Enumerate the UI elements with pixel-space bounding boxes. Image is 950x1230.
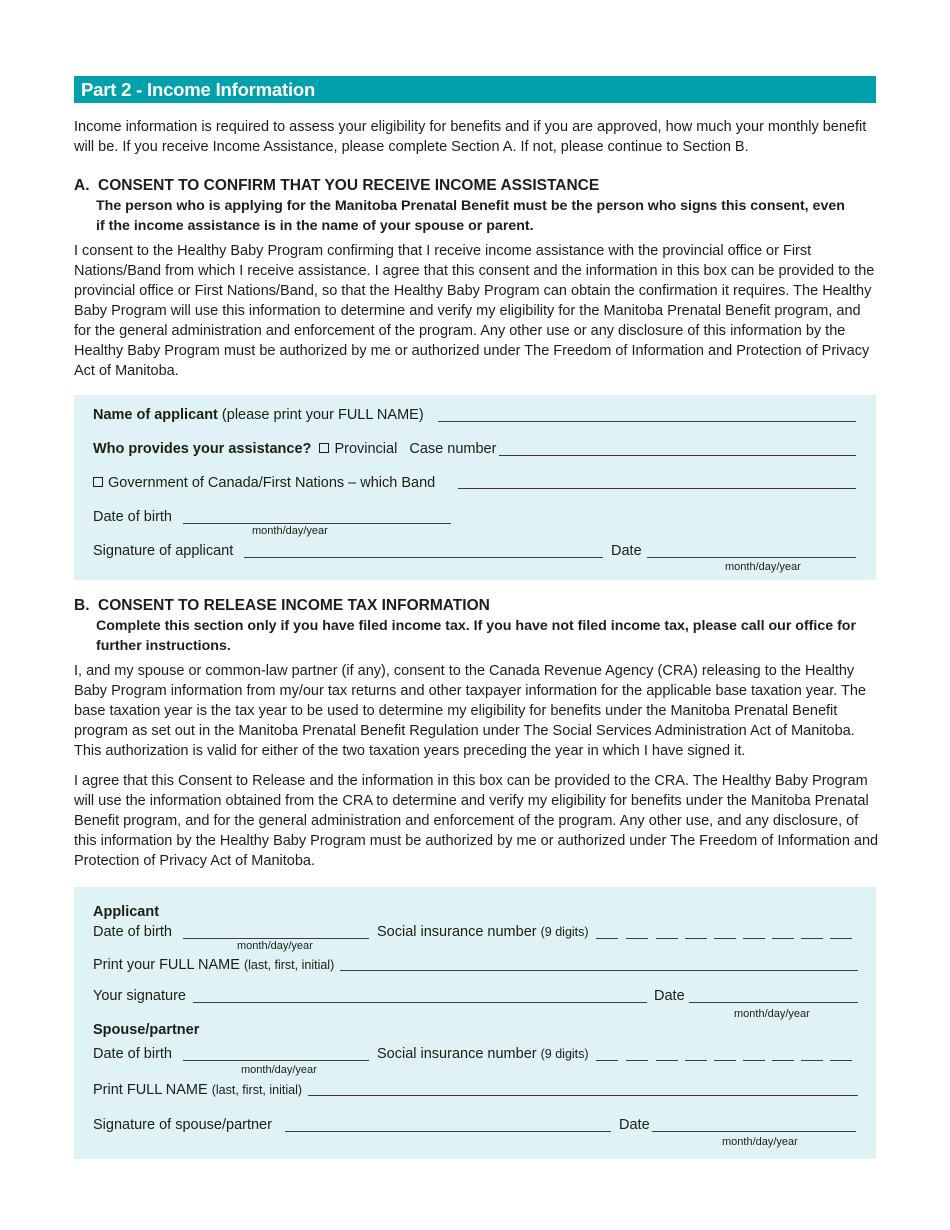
section-b-letter: B. xyxy=(74,597,90,614)
section-a-body: I consent to the Healthy Baby Program confirming that I receive income assistance with the provincial office or First Nations/Band from which I receive assistance. I agree that this consent and the information in this box can be provided to the provincial office or First Nations/Band, so that the Healthy Baby Program can obtain the confirmation it requires. The Healthy Baby Program will use this information to determine and verify my eligibility for the Manitoba Prenatal Benefit program, and for the general administration and enforcement of the program. Any other use or any disclosure of this information by the Healthy Baby Program must be authorized by me or authorized under The Freedom of Information and Protection of Privacy Act of Manitoba. xyxy=(74,243,875,379)
signature-label: Signature of applicant xyxy=(93,543,234,559)
dob-input[interactable] xyxy=(183,523,451,524)
spouse-sin-label: Social insurance number xyxy=(377,1046,537,1062)
applicant-dob-input[interactable] xyxy=(183,938,369,939)
spouse-dob-label: Date of birth xyxy=(93,1046,172,1062)
intro-paragraph: Income information is required to assess your eligibility for benefits and if you are approved, how much your monthly benefit will be. If you receive Income Assistance, please complete Section A. If not, please continue to Section B. xyxy=(74,119,867,155)
assistance-label: Who provides your assistance? xyxy=(93,441,312,457)
government-label: Government of Canada/First Nations – which Band xyxy=(108,475,436,491)
applicant-date-input[interactable] xyxy=(689,1002,858,1003)
applicant-dob-label: Date of birth xyxy=(93,924,172,940)
date-input[interactable] xyxy=(647,557,856,558)
applicant-date-hint: month/day/year xyxy=(734,1008,810,1020)
spouse-sin-digit[interactable] xyxy=(714,1060,736,1061)
spouse-date-label: Date xyxy=(619,1117,650,1133)
applicant-name-input[interactable] xyxy=(438,421,856,422)
spouse-sin-digit[interactable] xyxy=(656,1060,678,1061)
spouse-sin-digit[interactable] xyxy=(685,1060,707,1061)
spouse-date-hint: month/day/year xyxy=(722,1136,798,1148)
applicant-signature-input[interactable] xyxy=(193,1002,647,1003)
provincial-label: Provincial xyxy=(334,441,398,457)
government-checkbox[interactable] xyxy=(93,477,103,487)
applicant-name-label-row xyxy=(93,957,334,973)
spouse-sin-digit[interactable] xyxy=(772,1060,794,1061)
applicant-sin-digit[interactable] xyxy=(830,938,852,939)
spouse-sin-digit[interactable] xyxy=(801,1060,823,1061)
spouse-sin-digit[interactable] xyxy=(596,1060,618,1061)
applicant-fullname-hint: (last, first, initial) xyxy=(243,958,335,972)
spouse-fullname-input[interactable] xyxy=(308,1095,858,1096)
applicant-sin-digit[interactable] xyxy=(772,938,794,939)
spouse-sin-digit[interactable] xyxy=(830,1060,852,1061)
applicant-dob-hint: month/day/year xyxy=(237,940,313,952)
dob-hint: month/day/year xyxy=(252,525,328,537)
applicant-name-label xyxy=(93,407,424,423)
spouse-dob-hint: month/day/year xyxy=(241,1064,317,1076)
applicant-sin-hint: (9 digits) xyxy=(540,925,589,939)
applicant-name-label-bold: Name of applicant xyxy=(93,407,218,423)
spouse-date-input[interactable] xyxy=(652,1131,856,1132)
applicant-sin-digit[interactable] xyxy=(743,938,765,939)
provincial-checkbox[interactable] xyxy=(319,443,329,453)
applicant-sin-digit[interactable] xyxy=(801,938,823,939)
section-a-heading xyxy=(74,176,599,196)
applicant-name-label-rest: (please print your FULL NAME) xyxy=(221,407,424,423)
applicant-sin-digit[interactable] xyxy=(685,938,707,939)
section-b-form-box xyxy=(74,887,876,1159)
applicant-sin-label: Social insurance number xyxy=(377,924,537,940)
date-hint: month/day/year xyxy=(725,561,801,573)
case-number-input[interactable] xyxy=(499,455,856,456)
assistance-label-row xyxy=(93,441,496,457)
applicant-sin-digit[interactable] xyxy=(596,938,618,939)
section-b-heading xyxy=(74,596,490,616)
section-b-body-1: I, and my spouse or common-law partner (if any), consent to the Canada Revenue Agency (CRA) releasing to the Healthy Baby Program information from my/our tax returns and other taxpayer information for the applicable base taxation year. The base taxation year is the tax year to be used to determine my eligibility for benefits under the Manitoba Prenatal Benefit program as set out in the Manitoba Prenatal Benefit Regulation under The Social Services Administration Act of Manitoba. This authorization is valid for either of the two taxation years preceding the year in which I have signed it. xyxy=(74,663,866,759)
section-b-subtitle: Complete this section only if you have filed income tax. If you have not filed income tax, please call our office for further instructions. xyxy=(96,618,856,654)
dob-label: Date of birth xyxy=(93,509,172,525)
applicant-signature-label: Your signature xyxy=(93,988,186,1004)
applicant-fullname-input[interactable] xyxy=(340,970,858,971)
section-a-letter: A. xyxy=(74,177,90,194)
date-label: Date xyxy=(611,543,642,559)
band-input[interactable] xyxy=(458,488,856,489)
section-b-title: CONSENT TO RELEASE INCOME TAX INFORMATION xyxy=(98,597,490,614)
case-number-label: Case number xyxy=(409,441,497,457)
section-a-form-box xyxy=(74,395,876,580)
applicant-heading: Applicant xyxy=(93,904,160,920)
spouse-heading: Spouse/partner xyxy=(93,1022,200,1038)
applicant-sin-label-row xyxy=(377,924,589,940)
section-b-body-2: I agree that this Consent to Release and the information in this box can be provided to the CRA. The Healthy Baby Program will use the information obtained from the CRA to determine and verify my eligibility for benefits under the Manitoba Prenatal Benefit program, and for the general administration and enforcement of the program. Any other use, and any disclosure, of this information by the Healthy Baby Program must be authorized by me or authorized under The Freedom of Information and Protection of Privacy Act of Manitoba. xyxy=(74,773,879,869)
part-title-banner: Part 2 - Income Information xyxy=(74,76,876,103)
applicant-date-label: Date xyxy=(654,988,685,1004)
government-label-row xyxy=(93,475,435,491)
spouse-sin-digit[interactable] xyxy=(626,1060,648,1061)
applicant-sin-digit[interactable] xyxy=(656,938,678,939)
spouse-signature-input[interactable] xyxy=(285,1131,611,1132)
applicant-sin-digit[interactable] xyxy=(714,938,736,939)
spouse-signature-label: Signature of spouse/partner xyxy=(93,1117,272,1133)
spouse-sin-digit[interactable] xyxy=(743,1060,765,1061)
section-a-subtitle: The person who is applying for the Manitoba Prenatal Benefit must be the person who signs this consent, even if the income assistance is in the name of your spouse or parent. xyxy=(96,198,845,234)
applicant-sin-digit[interactable] xyxy=(626,938,648,939)
spouse-sin-hint: (9 digits) xyxy=(540,1047,589,1061)
spouse-dob-input[interactable] xyxy=(183,1060,369,1061)
signature-input[interactable] xyxy=(244,557,603,558)
spouse-fullname-hint: (last, first, initial) xyxy=(211,1083,303,1097)
spouse-sin-label-row xyxy=(377,1046,589,1062)
spouse-fullname-label: Print FULL NAME xyxy=(93,1082,208,1098)
spouse-name-label-row xyxy=(93,1082,302,1098)
section-a-title: CONSENT TO CONFIRM THAT YOU RECEIVE INCOME ASSISTANCE xyxy=(98,177,600,194)
applicant-fullname-label: Print your FULL NAME xyxy=(93,957,240,973)
